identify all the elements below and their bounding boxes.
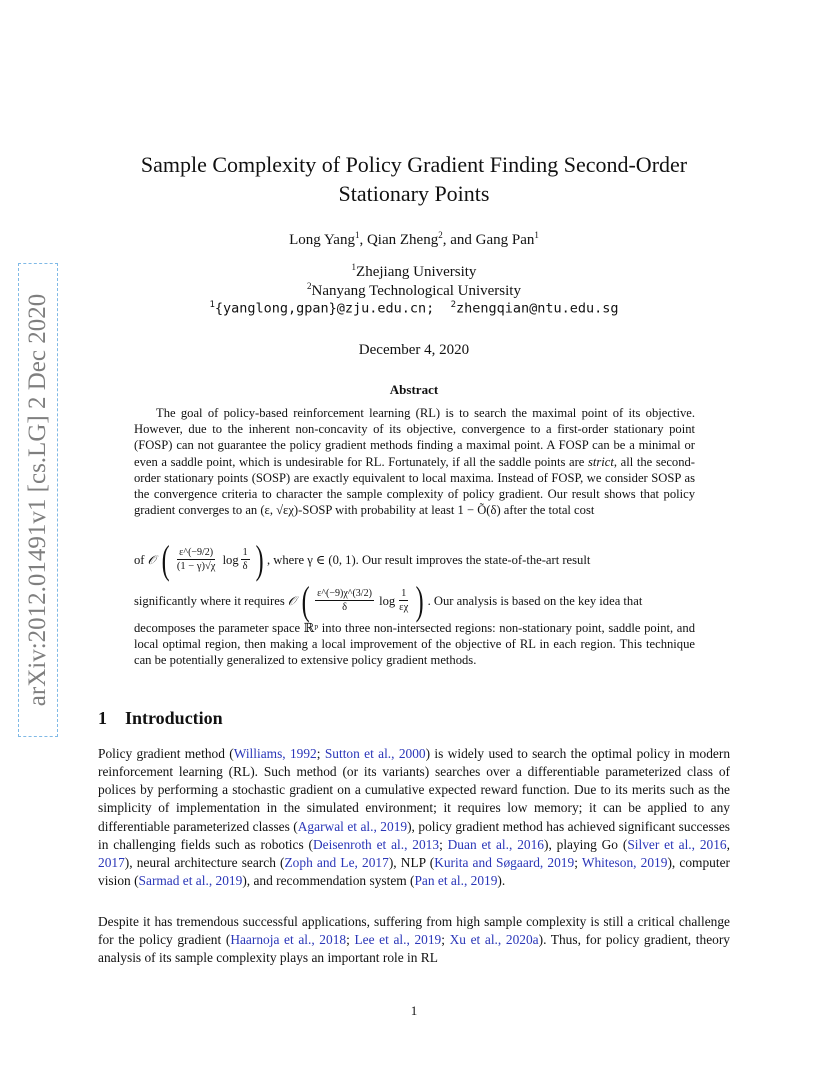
title-line-1: Sample Complexity of Policy Gradient Finding Second-Order: [140, 152, 688, 177]
fraction-numerator: 1: [242, 547, 248, 558]
author-name: Gang Pan: [475, 232, 535, 248]
paragraph-text: ), NLP (: [388, 854, 435, 870]
log-operator: log: [379, 593, 396, 608]
author-affil-mark: 1: [534, 230, 539, 240]
paper-date: December 4, 2020: [358, 342, 470, 358]
citation-link[interactable]: Williams, 1992: [233, 746, 317, 761]
citation-link[interactable]: Xu et al., 2020a: [449, 932, 539, 948]
citation-link[interactable]: Haarnoja et al., 2018: [230, 932, 347, 948]
email-line: [100, 300, 728, 317]
affiliation-1: [100, 262, 728, 281]
abstract-emphasis: strict: [587, 454, 614, 469]
citation-link[interactable]: Lee et al., 2019: [354, 932, 442, 948]
page-number: 1: [410, 1003, 418, 1018]
paragraph-text: ).: [497, 873, 506, 889]
citation-link[interactable]: Whiteson, 2019: [581, 854, 668, 870]
intro-paragraph-2: [98, 913, 730, 967]
email-address[interactable]: {yanglong,gpan}@zju.edu.cn;: [214, 300, 435, 317]
right-paren: ): [255, 537, 264, 582]
section-number: 1: [98, 708, 107, 728]
paragraph-text: ;: [439, 836, 448, 852]
paragraph-text: ;: [316, 746, 325, 761]
section-title: Introduction: [125, 708, 223, 728]
big-o-symbol: 𝒪: [147, 552, 156, 567]
arxiv-identifier[interactable]: arXiv:2012.01491v1 [cs.LG] 2 Dec 2020: [24, 293, 51, 707]
fraction: [397, 587, 410, 615]
big-o-symbol: 𝒪: [287, 593, 296, 608]
abstract-math-line-2: [134, 578, 695, 623]
title-line-2: Stationary Points: [338, 181, 490, 206]
affiliation-2: [100, 281, 728, 300]
abstract-body-2: [134, 620, 695, 669]
paragraph-text: ), computer vision (: [98, 854, 730, 889]
paragraph-text: Policy gradient method (: [98, 746, 234, 761]
intro-paragraph-1: [98, 745, 730, 890]
math-suffix: . Our analysis is based on the key idea that: [427, 593, 643, 608]
author-list: [100, 230, 728, 249]
citation-link[interactable]: Sarmad et al., 2019: [138, 873, 243, 889]
fraction-denominator: δ: [242, 561, 248, 572]
citation-link[interactable]: Agarwal et al., 2019: [297, 818, 408, 834]
paragraph-text: ). Thus, for policy gradient, theory analysis of its sample complexity plays an important role in RL: [98, 932, 730, 966]
affiliation-mark: 2: [307, 281, 312, 291]
citation-link[interactable]: Pan et al., 2019: [414, 873, 498, 889]
abstract-heading: Abstract: [389, 382, 439, 397]
author-name: Qian Zheng: [366, 232, 439, 248]
paragraph-text: ), playing Go (: [543, 836, 628, 852]
fraction-denominator: (1 − γ)√χ: [176, 561, 216, 572]
fraction-numerator: 1: [401, 588, 407, 599]
abstract-math-line-1: [134, 537, 695, 582]
author-separator: , and: [442, 232, 476, 248]
citation-link[interactable]: Zoph and Le, 2017: [284, 854, 389, 870]
paragraph-text: ;: [574, 854, 582, 870]
paragraph-text: ), policy gradient method has achieved significant successes in challenging fields such as robotics (: [98, 818, 730, 852]
abstract-text: decomposes the parameter space ℝᵖ into three non-intersected regions: non-stationary point, saddle point, and local optimal region, then making a local improvement of the objective of RL in each region. This technique can be potentially generalized to extensive policy gradient methods.: [134, 621, 695, 668]
fraction: [315, 587, 374, 615]
fraction-denominator: δ: [342, 602, 348, 613]
paragraph-text: Despite it has tremendous successful applications, suffering from high sample complexity is still a critical challenge for the policy gradient (: [98, 914, 730, 948]
paragraph-text: ) is widely used to search the optimal policy in modern reinforcement learning (RL). Such method (or its variants) searches over a differentiable parameterized class of polices by performing a stochastic gradient on a cumulative expected reward function. Due to its merits such as the simplicity of implementation in the simulated environment; it requires low memory; it can be applied to any differentiable parameterized classes (: [98, 746, 731, 834]
left-paren: (: [161, 537, 170, 582]
fraction: [241, 546, 250, 574]
paragraph-text: ;: [441, 932, 450, 948]
math-suffix: , where γ ∈ (0, 1). Our result improves the state-of-the-art result: [266, 553, 591, 567]
author-name: Long Yang: [289, 232, 355, 248]
fraction-denominator: εχ: [399, 602, 409, 613]
paragraph: [98, 745, 730, 890]
paragraph-text: ), neural architecture search (: [124, 854, 285, 870]
log-operator: log: [222, 552, 239, 567]
fraction-numerator: ε^(−9/2): [179, 547, 214, 558]
paragraph-text: ), and recommendation system (: [242, 873, 415, 889]
citation-link[interactable]: Sutton et al., 2000: [324, 746, 426, 761]
fraction-numerator: ε^(−9)χ^(3/2): [317, 588, 372, 599]
paper-title: [100, 150, 728, 208]
left-paren: (: [301, 578, 310, 623]
citation-link[interactable]: Silver et al., 2016: [627, 836, 727, 852]
affiliation-mark: 1: [351, 262, 357, 272]
right-paren: ): [415, 578, 424, 623]
author-affil-mark: 1: [354, 230, 360, 240]
citation-link[interactable]: Kurita and Søgaard, 2019: [434, 854, 575, 870]
citation-link[interactable]: 2017: [98, 854, 125, 870]
math-prefix: significantly where it requires: [134, 593, 285, 608]
abstract-body-1: [134, 405, 695, 518]
author-separator: ,: [359, 232, 367, 248]
abstract-text: The goal of policy-based reinforcement learning (RL) is to search the maximal point of its objective. However, due to the inherent non-concavity of its objective, convergence to a first-order stationary point (FOSP) can not guarantee the policy gradient methods finding a maximal point. A FOSP can be a minimal or even a saddle point, which is undesirable for RL. Fortunately, if all the saddle points are: [134, 406, 695, 469]
citation-link[interactable]: Deisenroth et al., 2013: [312, 836, 440, 852]
author-affil-mark: 2: [438, 230, 443, 240]
affiliation-name: Zhejiang University: [356, 264, 477, 280]
affiliation-name: Nanyang Technological University: [311, 283, 521, 299]
paragraph: [98, 913, 730, 967]
paragraph-text: ;: [346, 932, 355, 948]
email-address[interactable]: zhengqian@ntu.edu.sg: [456, 300, 619, 317]
fraction: [175, 546, 217, 574]
section-heading: [98, 708, 223, 729]
abstract-text: , all the second-order stationary points (SOSP) are exactly equivalent to local maxima. Instead of FOSP, we consider SOSP as the convergence criteria to character the sample complexity of policy gradient. Our result shows that policy gradient converges to an (ε, √εχ)-SOSP with probability at least 1 − Õ(δ) after the total cost: [134, 454, 695, 518]
citation-link[interactable]: Duan et al., 2016: [447, 836, 544, 852]
email-mark: 1: [209, 300, 215, 310]
math-prefix: of: [134, 552, 145, 567]
email-mark: 2: [450, 300, 456, 310]
paragraph-text: ,: [726, 836, 730, 852]
arxiv-identifier-stamp[interactable]: [18, 263, 58, 737]
